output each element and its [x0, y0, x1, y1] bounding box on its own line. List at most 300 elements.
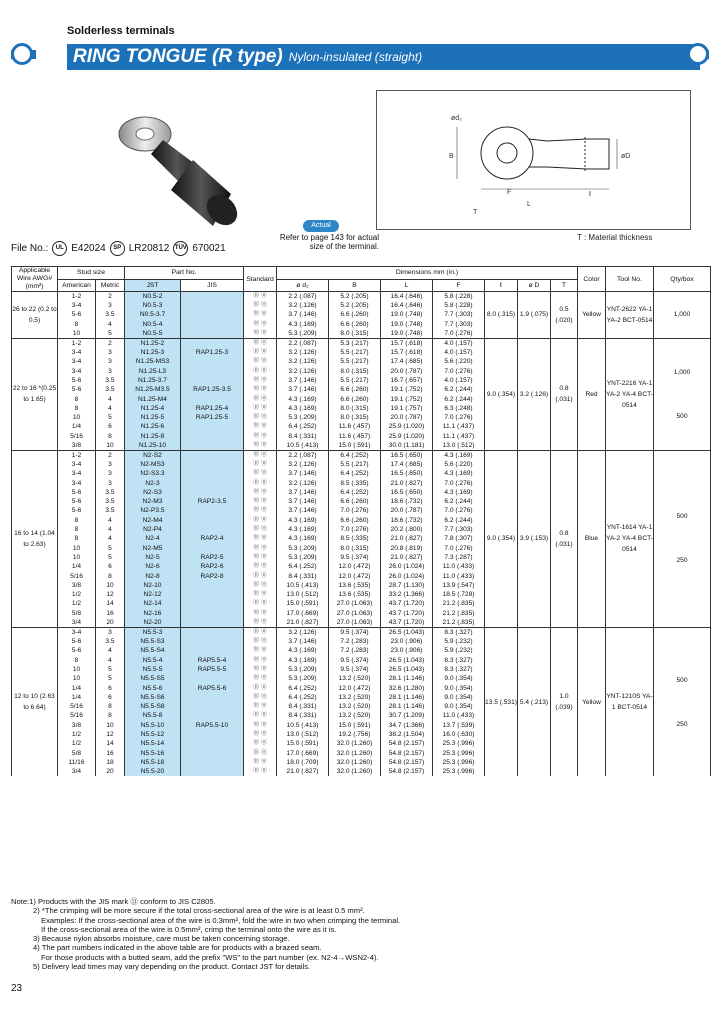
part-jis-cell: [181, 376, 244, 385]
part-jst-cell: N5.5-16: [125, 748, 181, 757]
note-line: 4) The part numbers indicated in the above table are for products with a brazed seam.: [33, 943, 322, 953]
part-jst-cell: N1.25-M4: [125, 394, 181, 403]
stud-metric-cell: 5: [96, 329, 125, 339]
dim-d2-cell: 8.4 (.331): [277, 571, 329, 580]
dim-l-cell: 34.7 (1.366): [381, 721, 433, 730]
dim-f-cell: 9.0 (.354): [433, 702, 485, 711]
part-jst-cell: N5.5-6: [125, 683, 181, 692]
dim-l-cell: 20.8 (.819): [381, 544, 433, 553]
part-jis-cell: [181, 310, 244, 319]
dim-f-cell: 7.0 (.276): [433, 544, 485, 553]
dim-b-cell: 6.6 (.260): [329, 385, 381, 394]
note-line: For those products with a butted seam, add the prefix "WS" to the part number (ex. N2-4→WSN2-4).: [41, 952, 379, 962]
stud-american-cell: 5-6: [58, 488, 96, 497]
part-jis-cell: [181, 516, 244, 525]
part-jst-cell: N2-14: [125, 599, 181, 608]
section-title: Solderless terminals: [67, 25, 175, 37]
part-jis-cell: [181, 730, 244, 739]
stud-american-cell: 10: [58, 329, 96, 339]
dim-d2-cell: 17.0 (.669): [277, 748, 329, 757]
label-l: L: [527, 201, 531, 208]
standard-marks-icon: ⑪ ⓤ: [244, 376, 277, 385]
dim-l-cell: 28.1 (1.146): [381, 693, 433, 702]
dim-f-cell: 6.2 (.244): [433, 516, 485, 525]
group-D-cell: 1.9 (.075): [518, 292, 551, 339]
part-jis-cell: [181, 674, 244, 683]
part-jst-cell: N2-M5: [125, 544, 181, 553]
stud-metric-cell: 3: [96, 627, 125, 637]
standard-marks-icon: ⑪ ⓤ: [244, 702, 277, 711]
dim-b-cell: 15.0 (.591): [329, 441, 381, 451]
dim-b-cell: 5.2 (.205): [329, 301, 381, 310]
banner-left-ring: [11, 43, 33, 65]
part-jst-cell: N2-8: [125, 571, 181, 580]
part-jis-cell: RAP5.5-6: [181, 683, 244, 692]
stud-american-cell: 5/8: [58, 748, 96, 757]
standard-marks-icon: ⑪ ⓤ: [244, 571, 277, 580]
standard-marks-icon: ⑪ ⓤ: [244, 730, 277, 739]
stud-metric-cell: 8: [96, 432, 125, 441]
dim-d2-cell: 5.3 (.209): [277, 665, 329, 674]
part-jst-cell: N1.25-3: [125, 348, 181, 357]
spec-table: [11, 266, 711, 776]
part-jis-cell: [181, 441, 244, 451]
note-line: 2) *The crimping will be more secure if the total cross-sectional area of the wire is at least 0.5 mm².: [33, 906, 365, 916]
group-l-cell: 13.5 (.531): [485, 627, 518, 776]
dim-d2-cell: 3.7 (.146): [277, 506, 329, 515]
part-jis-cell: [181, 702, 244, 711]
dim-f-cell: 11.1 (.437): [433, 422, 485, 431]
standard-marks-icon: ⑪ ⓤ: [244, 301, 277, 310]
dim-d2-cell: 2.2 (.087): [277, 292, 329, 302]
dim-d2-cell: 15.0 (.591): [277, 599, 329, 608]
dim-f-cell: 7.7 (.303): [433, 310, 485, 319]
stud-metric-cell: 6: [96, 683, 125, 692]
standard-marks-icon: ⑪ ⓤ: [244, 534, 277, 543]
dim-d2-cell: 4.3 (.169): [277, 320, 329, 329]
part-jst-cell: N1.25-3.7: [125, 376, 181, 385]
dim-l-cell: 26.5 (1.043): [381, 665, 433, 674]
group-l-cell: 9.0 (.354): [485, 450, 518, 627]
stud-metric-cell: 4: [96, 534, 125, 543]
file-no-label: File No.:: [11, 243, 49, 254]
dim-l-cell: 23.0 (.906): [381, 637, 433, 646]
dim-f-cell: 4.0 (.157): [433, 348, 485, 357]
part-jst-cell: N2-16: [125, 609, 181, 618]
stud-american-cell: 1/2: [58, 739, 96, 748]
dim-l-cell: 19.0 (.748): [381, 310, 433, 319]
standard-marks-icon: ⑪ ⓤ: [244, 748, 277, 757]
th-color: Color: [578, 267, 606, 292]
standard-marks-icon: ⑪ ⓤ: [244, 618, 277, 628]
note-line: 3) Because nylon absorbs moisture, care must be taken concerning storage.: [33, 934, 290, 944]
standard-marks-icon: ⑪ ⓤ: [244, 637, 277, 646]
dim-d2-cell: 4.3 (.169): [277, 525, 329, 534]
dim-b-cell: 9.5 (.374): [329, 553, 381, 562]
dim-l-cell: 19.1 (.757): [381, 404, 433, 413]
dim-l-cell: 30.7 (1.209): [381, 711, 433, 720]
part-jst-cell: N2-4: [125, 534, 181, 543]
part-jst-cell: N0.5-3.7: [125, 310, 181, 319]
dim-f-cell: 7.7 (.303): [433, 320, 485, 329]
part-jis-cell: [181, 646, 244, 655]
dim-d2-cell: 3.7 (.146): [277, 637, 329, 646]
part-jst-cell: N0.5-5: [125, 329, 181, 339]
dim-l-cell: 17.4 (.685): [381, 357, 433, 366]
certifications: [11, 241, 226, 256]
terminal-photo: [105, 108, 240, 238]
dim-d2-cell: 3.2 (.126): [277, 348, 329, 357]
stud-metric-cell: 20: [96, 618, 125, 628]
part-jis-cell: [181, 748, 244, 757]
th-l: L: [381, 279, 433, 292]
stud-american-cell: 3-4: [58, 366, 96, 375]
stud-metric-cell: 12: [96, 730, 125, 739]
stud-metric-cell: 3: [96, 366, 125, 375]
part-jis-cell: RAP1.25-5: [181, 413, 244, 422]
stud-american-cell: 5/16: [58, 571, 96, 580]
stud-metric-cell: 2: [96, 450, 125, 460]
stud-metric-cell: 20: [96, 767, 125, 776]
dim-l-cell: 28.1 (1.146): [381, 674, 433, 683]
page-number: 23: [11, 983, 23, 994]
part-jst-cell: N1.25-8: [125, 432, 181, 441]
dim-d2-cell: 8.4 (.331): [277, 711, 329, 720]
part-jst-cell: N0.5-2: [125, 292, 181, 302]
stud-american-cell: 3/8: [58, 581, 96, 590]
part-jis-cell: [181, 739, 244, 748]
dim-d2-cell: 3.7 (.146): [277, 469, 329, 478]
dim-l-cell: 19.1 (.752): [381, 394, 433, 403]
group-D-cell: 3.2 (.126): [518, 338, 551, 450]
part-jst-cell: N1.25-MS3: [125, 357, 181, 366]
standard-marks-icon: ⑪ ⓤ: [244, 310, 277, 319]
stud-american-cell: 5-6: [58, 646, 96, 655]
dim-f-cell: 11.0 (.433): [433, 571, 485, 580]
part-jis-cell: RAP2-5: [181, 553, 244, 562]
part-jst-cell: N1.25-2: [125, 338, 181, 348]
dim-b-cell: 8.5 (.335): [329, 478, 381, 487]
part-jst-cell: N5.5-5: [125, 665, 181, 674]
standard-marks-icon: ⑪ ⓤ: [244, 627, 277, 637]
stud-american-cell: 10: [58, 665, 96, 674]
part-jis-cell: [181, 394, 244, 403]
dim-d2-cell: 3.7 (.146): [277, 488, 329, 497]
dim-d2-cell: 13.0 (.512): [277, 590, 329, 599]
standard-marks-icon: ⑪ ⓤ: [244, 441, 277, 451]
stud-american-cell: 1/2: [58, 730, 96, 739]
dim-d2-cell: 18.0 (.709): [277, 758, 329, 767]
part-jis-cell: [181, 618, 244, 628]
title-banner: [67, 44, 700, 70]
standard-marks-icon: ⑪ ⓤ: [244, 292, 277, 302]
part-jst-cell: N1.25-L3: [125, 366, 181, 375]
stud-metric-cell: 3.5: [96, 506, 125, 515]
part-jst-cell: N2-10: [125, 581, 181, 590]
th-f: F: [433, 279, 485, 292]
label-b: B: [449, 153, 454, 160]
part-jis-cell: [181, 338, 244, 348]
dim-b-cell: 5.5 (.217): [329, 460, 381, 469]
dim-b-cell: 13.6 (.535): [329, 590, 381, 599]
dim-b-cell: 15.0 (.591): [329, 721, 381, 730]
dim-d2-cell: 5.3 (.209): [277, 413, 329, 422]
part-jis-cell: [181, 637, 244, 646]
part-jis-cell: RAP1.25-3: [181, 348, 244, 357]
dim-f-cell: 4.0 (.157): [433, 376, 485, 385]
dim-l-cell: 18.6 (.732): [381, 516, 433, 525]
standard-marks-icon: ⑪ ⓤ: [244, 683, 277, 692]
stud-american-cell: 1-2: [58, 450, 96, 460]
dim-l-cell: 17.4 (.685): [381, 460, 433, 469]
part-jst-cell: N2-M4: [125, 516, 181, 525]
dim-l-cell: 16.5 (.650): [381, 469, 433, 478]
stud-metric-cell: 2: [96, 338, 125, 348]
part-jis-cell: RAP5.5-4: [181, 656, 244, 665]
dim-f-cell: 4.3 (.169): [433, 488, 485, 497]
th-stud: Stud size: [58, 267, 125, 280]
note-line: Note:1) Products with the JIS mark ⑪ conform to JIS C2805.: [11, 897, 216, 906]
dim-l-cell: 26.5 (1.043): [381, 627, 433, 637]
page-subtitle: Nylon-insulated (straight): [288, 50, 423, 64]
qty-cell: 1,000: [654, 292, 711, 339]
dim-b-cell: 13.2 (.520): [329, 711, 381, 720]
thickness-note: T : Material thickness: [577, 233, 653, 242]
th-t: T: [551, 279, 578, 292]
standard-marks-icon: ⑪ ⓤ: [244, 581, 277, 590]
dim-d2-cell: 6.4 (.252): [277, 683, 329, 692]
note-line: Examples: If the cross-sectional area of the wire is 0.3mm², fold the wire in two when crimping the terminal.: [41, 915, 401, 925]
part-jis-cell: [181, 329, 244, 339]
part-jis-cell: [181, 450, 244, 460]
stud-american-cell: 1/4: [58, 562, 96, 571]
dim-b-cell: 6.4 (.252): [329, 469, 381, 478]
dim-l-cell: 21.0 (.827): [381, 553, 433, 562]
stud-american-cell: 5-6: [58, 506, 96, 515]
part-jst-cell: N2-M3: [125, 497, 181, 506]
stud-metric-cell: 6: [96, 693, 125, 702]
stud-american-cell: 3-4: [58, 478, 96, 487]
dim-d2-cell: 6.4 (.252): [277, 422, 329, 431]
dim-f-cell: 6.3 (.248): [433, 404, 485, 413]
dim-f-cell: 5.8 (.228): [433, 292, 485, 302]
dim-d2-cell: 3.7 (.146): [277, 310, 329, 319]
dim-l-cell: 38.2 (1.504): [381, 730, 433, 739]
group-tool-cell: YNT-2622 YA-1 YA-2 BCT-0514: [606, 292, 654, 339]
part-jst-cell: N2-S2: [125, 450, 181, 460]
stud-american-cell: 5/16: [58, 432, 96, 441]
part-jis-cell: [181, 320, 244, 329]
stud-american-cell: 1-2: [58, 292, 96, 302]
dim-l-cell: 16.5 (.650): [381, 488, 433, 497]
stud-metric-cell: 5: [96, 544, 125, 553]
stud-metric-cell: 3.5: [96, 310, 125, 319]
dim-b-cell: 32.0 (1.260): [329, 758, 381, 767]
group-color-cell: Blue: [578, 450, 606, 627]
dim-d2-cell: 6.4 (.252): [277, 693, 329, 702]
dim-d2-cell: 5.3 (.209): [277, 329, 329, 339]
dim-l-cell: 43.7 (1.720): [381, 609, 433, 618]
part-jst-cell: N2-6: [125, 562, 181, 571]
dim-d2-cell: 5.3 (.209): [277, 544, 329, 553]
part-jst-cell: N5.5-S6: [125, 693, 181, 702]
part-jis-cell: RAP5.5-5: [181, 665, 244, 674]
stud-metric-cell: 4: [96, 404, 125, 413]
stud-metric-cell: 2: [96, 292, 125, 302]
dim-l-cell: 43.7 (1.720): [381, 599, 433, 608]
group-T-cell: 0.8 (.031): [551, 338, 578, 450]
dim-b-cell: 13.2 (.520): [329, 674, 381, 683]
stud-metric-cell: 3: [96, 478, 125, 487]
dim-b-cell: 6.6 (.260): [329, 497, 381, 506]
dim-l-cell: 21.0 (.827): [381, 534, 433, 543]
part-jis-cell: [181, 758, 244, 767]
qty-cell: 1,000 500: [654, 338, 711, 450]
dim-b-cell: 27.0 (1.063): [329, 609, 381, 618]
stud-metric-cell: 14: [96, 599, 125, 608]
dim-l-cell: 43.7 (1.720): [381, 618, 433, 628]
label-t: T: [473, 209, 478, 216]
dim-l-cell: 54.8 (2.157): [381, 758, 433, 767]
dim-b-cell: 13.2 (.520): [329, 693, 381, 702]
part-jis-cell: [181, 627, 244, 637]
group-T-cell: 1.0 (.039): [551, 627, 578, 776]
dim-d2-cell: 2.2 (.087): [277, 338, 329, 348]
label-bigd: øD: [621, 153, 631, 160]
stud-american-cell: 10: [58, 413, 96, 422]
dim-f-cell: 25.3 (.996): [433, 748, 485, 757]
stud-metric-cell: 12: [96, 590, 125, 599]
group-color-cell: Yellow: [578, 292, 606, 339]
dim-f-cell: 4.3 (.169): [433, 450, 485, 460]
dim-b-cell: 7.0 (.276): [329, 525, 381, 534]
dim-f-cell: 9.0 (.354): [433, 693, 485, 702]
part-jst-cell: N5.5-S8: [125, 702, 181, 711]
dim-f-cell: 9.0 (.354): [433, 683, 485, 692]
dim-b-cell: 5.5 (.217): [329, 357, 381, 366]
group-D-cell: 5.4 (.213): [518, 627, 551, 776]
standard-marks-icon: ⑪ ⓤ: [244, 394, 277, 403]
dim-d2-cell: 4.3 (.169): [277, 646, 329, 655]
stud-american-cell: 3-4: [58, 627, 96, 637]
stud-american-cell: 8: [58, 404, 96, 413]
part-jst-cell: N5.5-18: [125, 758, 181, 767]
standard-marks-icon: ⑪ ⓤ: [244, 674, 277, 683]
standard-marks-icon: ⑪ ⓤ: [244, 422, 277, 431]
standard-marks-icon: ⑪ ⓤ: [244, 338, 277, 348]
stud-american-cell: 5/8: [58, 609, 96, 618]
dim-d2-cell: 10.5 (.413): [277, 721, 329, 730]
dim-l-cell: 16.5 (.650): [381, 450, 433, 460]
dim-l-cell: 16.7 (.657): [381, 376, 433, 385]
dim-l-cell: 26.0 (1.024): [381, 571, 433, 580]
stud-metric-cell: 10: [96, 441, 125, 451]
dim-f-cell: 8.3 (.327): [433, 665, 485, 674]
standard-marks-icon: ⑪ ⓤ: [244, 646, 277, 655]
part-jst-cell: N5.5-4: [125, 656, 181, 665]
dim-f-cell: 5.8 (.228): [433, 301, 485, 310]
table-row: [12, 627, 711, 637]
part-jis-cell: [181, 767, 244, 776]
part-jis-cell: RAP5.5-10: [181, 721, 244, 730]
stud-metric-cell: 4: [96, 525, 125, 534]
standard-marks-icon: ⑪ ⓤ: [244, 711, 277, 720]
dim-l-cell: 20.2 (.800): [381, 525, 433, 534]
dim-b-cell: 32.0 (1.260): [329, 739, 381, 748]
stud-american-cell: 8: [58, 534, 96, 543]
dim-l-cell: 26.0 (1.024): [381, 562, 433, 571]
ul-logo-icon: UL: [52, 241, 67, 256]
part-jis-cell: [181, 488, 244, 497]
dim-d2-cell: 21.0 (.827): [277, 767, 329, 776]
dim-b-cell: 6.6 (.260): [329, 320, 381, 329]
stud-american-cell: 11/16: [58, 758, 96, 767]
dim-d2-cell: 3.2 (.126): [277, 301, 329, 310]
dim-b-cell: 8.0 (.315): [329, 366, 381, 375]
standard-marks-icon: ⑪ ⓤ: [244, 478, 277, 487]
stud-metric-cell: 10: [96, 581, 125, 590]
group-T-cell: 0.8 (.031): [551, 450, 578, 627]
part-jst-cell: N5.5-12: [125, 730, 181, 739]
stud-metric-cell: 5: [96, 665, 125, 674]
part-jis-cell: [181, 581, 244, 590]
group-l-cell: 8.0 (.315): [485, 292, 518, 339]
dim-d2-cell: 17.0 (.669): [277, 609, 329, 618]
stud-metric-cell: 3.5: [96, 497, 125, 506]
banner-right-ring: [687, 43, 709, 65]
stud-american-cell: 3-4: [58, 469, 96, 478]
part-jst-cell: N5.5-S4: [125, 646, 181, 655]
dim-b-cell: 12.0 (.472): [329, 562, 381, 571]
stud-american-cell: 3-4: [58, 357, 96, 366]
part-jis-cell: [181, 357, 244, 366]
part-jst-cell: N2-5: [125, 553, 181, 562]
stud-american-cell: 3/8: [58, 441, 96, 451]
dim-l-cell: 15.7 (.618): [381, 338, 433, 348]
dim-d2-cell: 3.2 (.126): [277, 627, 329, 637]
part-jst-cell: N1.25-6: [125, 422, 181, 431]
dim-f-cell: 21.2 (.835): [433, 618, 485, 628]
standard-marks-icon: ⑪ ⓤ: [244, 599, 277, 608]
part-jst-cell: N5.5-10: [125, 721, 181, 730]
standard-marks-icon: ⑪ ⓤ: [244, 488, 277, 497]
notes: [11, 897, 711, 971]
dim-f-cell: 11.1 (.437): [433, 432, 485, 441]
stud-metric-cell: 3.5: [96, 488, 125, 497]
part-jis-cell: [181, 460, 244, 469]
part-jis-cell: [181, 544, 244, 553]
stud-metric-cell: 4: [96, 516, 125, 525]
dim-f-cell: 5.9 (.232): [433, 637, 485, 646]
dim-l-cell: 32.6 (1.280): [381, 683, 433, 692]
dim-b-cell: 6.4 (.252): [329, 450, 381, 460]
stud-metric-cell: 3.5: [96, 376, 125, 385]
dim-f-cell: 4.3 (.169): [433, 469, 485, 478]
part-jst-cell: N2-3: [125, 478, 181, 487]
note-line: 5) Delivery lead times may vary depending on the product. Contact JST for details.: [33, 962, 311, 972]
stud-american-cell: 8: [58, 516, 96, 525]
dim-f-cell: 7.7 (.303): [433, 525, 485, 534]
th-qty: Qty/box: [654, 267, 711, 292]
dim-f-cell: 6.2 (.244): [433, 385, 485, 394]
dim-b-cell: 27.0 (1.063): [329, 599, 381, 608]
stud-metric-cell: 3: [96, 469, 125, 478]
dim-f-cell: 7.0 (.276): [433, 478, 485, 487]
stud-metric-cell: 3: [96, 348, 125, 357]
dim-d2-cell: 4.3 (.169): [277, 516, 329, 525]
stud-american-cell: 5-6: [58, 637, 96, 646]
group-tool-cell: YNT-2216 YA-1 YA-2 YA-4 BCT-0514: [606, 338, 654, 450]
